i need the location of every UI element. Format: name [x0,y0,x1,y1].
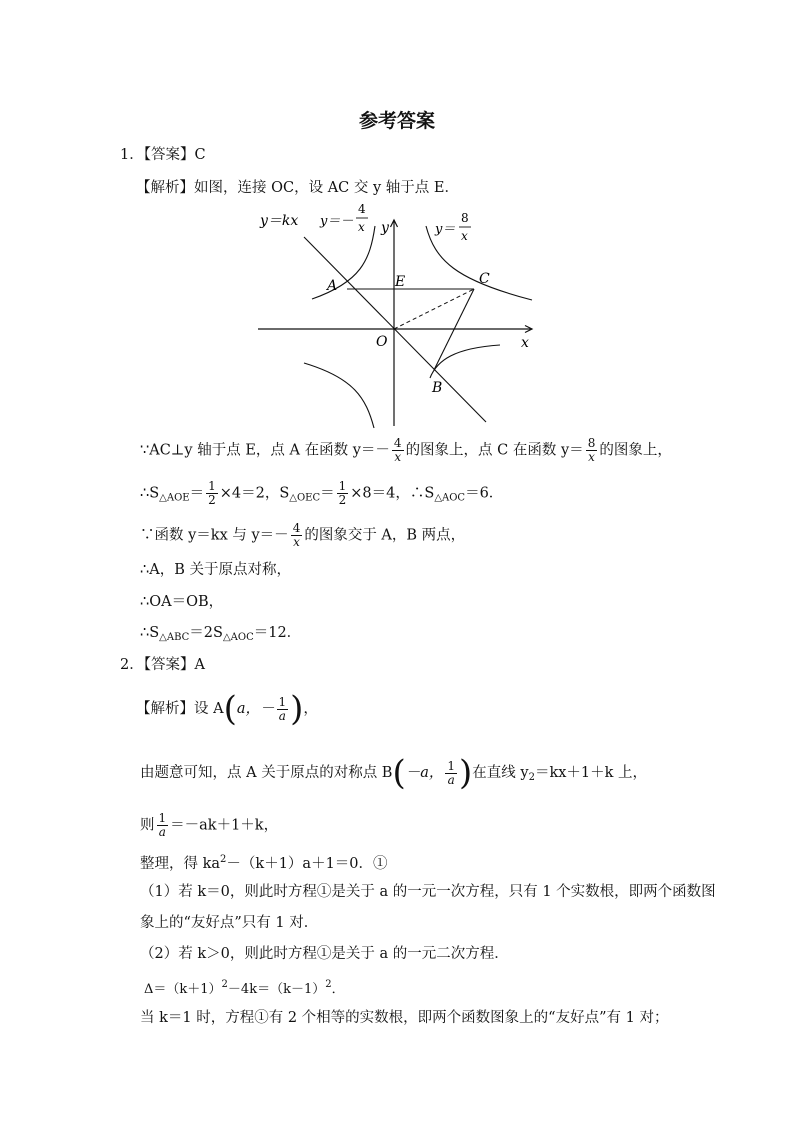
page-title: 参考答案 [358,110,435,132]
q1-line-5: ∴OA＝OB， [140,594,224,610]
label-b: B [432,380,443,396]
q2-line-4: 整理，得 $ka^2-(k+1)a+1=0$．① [140,854,388,872]
label-y-axis: y [381,220,389,236]
q1-answer-label: 1．【答案】C [120,147,206,163]
label-o: O [376,334,388,350]
label-8x-num: 8 [461,211,469,225]
fraction-8-over-x: $\frac{8}{x}$ [587,436,596,464]
fraction-one-half-a: $\frac{1}{2}$ [208,479,216,507]
q1-line-3: ∵函数 y＝kx 与 y＝－ $\frac{4}{x}$ 的图象交于 A，B 两点， [140,521,466,549]
label-e: E [395,274,406,290]
q1-figure [250,200,550,432]
fraction-4-over-x: $\frac{4}{x}$ [393,436,402,464]
q2-line-5: （1）若 k＝0，则此时方程①是关于 a 的一元一次方程，只有 1 个实数根，即两个函数图 [140,884,716,900]
q2-line-2: 由题意可知，点 A 关于原点的对称点 B(－a， $\frac{1}{a}$ )在直线 $y_2=kx+1+k$ 上， [140,753,648,793]
q2-line-9: 当 k＝1 时，方程①有 2 个相等的实数根，即两个函数图象上的“友好点”有 1 对； [140,1010,669,1026]
fraction-1-over-a: $\frac{1}{a}$ [278,694,287,723]
label-ykx: y＝kx [260,213,299,229]
fraction-1-over-a-b: $\frac{1}{a}$ [447,758,456,787]
segment-oc-dashed [394,289,474,329]
q1-line-4: ∴A，B 关于原点对称， [140,562,291,578]
curve-8x-lower [430,345,500,378]
label-c: C [479,271,490,287]
fraction-4-over-x-b: $\frac{4}{x}$ [292,521,301,549]
label-neg4x: y＝－ [320,214,354,229]
q2-answer-label: 2．【答案】A [120,657,205,673]
label-neg4x-num: 4 [358,202,366,216]
q2-line-1: 【解析】设 A(a，－ $\frac{1}{a}$ )， [136,689,318,729]
q1-line-2: $\therefore S_{\triangle AOE}=$ $\frac{1}{2}$ ×4＝2，$S_{\triangle OEC}=$ $\frac{1}{2}$ ×8＝4，$\therefore S_{\triangle AOC}=6$． [140,479,504,507]
label-a: A [327,278,338,294]
curve-neg4x-upper [312,226,375,299]
curve-neg4x-lower [304,363,374,428]
q2-line-6: 象上的“友好点”只有 1 对． [140,915,319,931]
fraction-one-half-b: $\frac{1}{2}$ [338,479,347,507]
q2-line-3: 则 $\frac{1}{a}$ ＝－ak＋1＋k， [140,811,279,839]
q1-line-6: $\therefore S_{\triangle ABC}=2S_{\triangle AOC}=12$． [140,625,302,643]
label-x-axis: x [521,335,529,351]
label-8x: y＝ [435,222,456,237]
label-8x-den: x [461,229,468,243]
q1-analysis-intro: 【解析】如图，连接 OC，设 AC 交 y 轴于点 E． [136,180,459,196]
q2-line-8: $\Delta=(k+1)^2-4k=(k-1)^2$． [144,979,345,997]
label-neg4x-den: x [358,220,365,234]
q2-line-7: （2）若 k＞0，则此时方程①是关于 a 的一元二次方程． [140,946,509,962]
fraction-1-over-a-c: $\frac{1}{a}$ [158,811,167,839]
q1-line-1: ∵AC⊥y 轴于点 E，点 A 在函数 y＝－ $\frac{4}{x}$ 的图象上，点 C 在函数 y＝ $\frac{8}{x}$ 的图象上， [140,436,672,464]
